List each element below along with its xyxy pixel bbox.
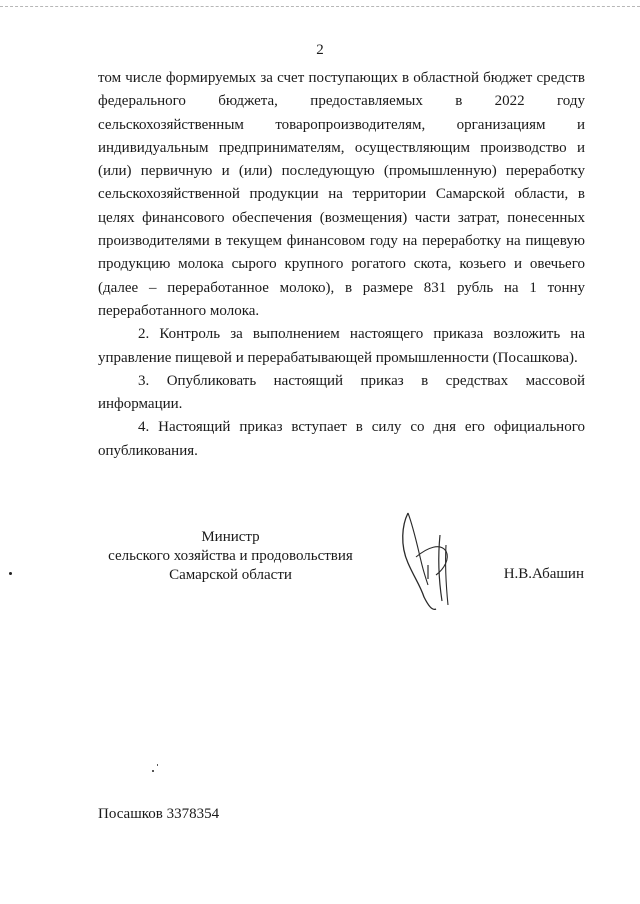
executor-line: Посашков 3378354 [98, 806, 220, 822]
paragraph-1-line: производителями в текущем финансовом году на переработку на пищевую [98, 233, 585, 250]
signatory-name: Н.В.Абашин [503, 566, 584, 582]
document-body [98, 67, 585, 463]
scan-speck [9, 572, 12, 575]
paragraph-1-line: целях финансового обеспечения (возмещения) части затрат, понесенных [98, 209, 585, 226]
signatory-title-line: Самарской области [169, 567, 292, 583]
paragraph-1-line: (или) первичную и (или) последующую (промышленную) переработку [98, 163, 585, 180]
paragraph-3: 3. Опубликовать настоящий приказ в средствах массовой информации. [98, 372, 585, 413]
scan-speck [152, 770, 154, 772]
scan-speck [157, 764, 158, 766]
signatory-title-line: сельского хозяйства и продовольствия [108, 548, 353, 564]
handwritten-signature [388, 505, 468, 615]
paragraph-1-last-line: переработанного молока. [98, 302, 260, 319]
paragraph-4: 4. Настоящий приказ вступает в силу со дня его официального опубликования. [98, 419, 585, 459]
signatory-title-line: Министр [201, 529, 260, 545]
paragraph-1-line: продукцию молока сырого крупного рогатого скота, козьего и овечьего [98, 256, 585, 273]
paragraph-1-line: том числе формируемых за счет поступающих в областной бюджет средств [98, 70, 585, 86]
paragraph-1-line: федерального бюджета, предоставляемых в 2022 году [98, 93, 585, 110]
signatory-title [98, 528, 363, 585]
paragraph-2: 2. Контроль за выполнением настоящего приказа возложить на управление пищевой и перерабатывающей промышленности (Посашкова). [98, 326, 585, 366]
paragraph-1-line: сельскохозяйственным товаропроизводителям, организациям и [98, 116, 585, 133]
paragraph-1-line: индивидуальным предпринимателям, осуществляющим производство и [98, 139, 585, 156]
paragraph-1-line: (далее – переработанное молоко), в размере 831 рубль на 1 тонну [98, 279, 585, 296]
scan-edge-line [0, 6, 640, 7]
paragraph-1-line: сельскохозяйственной продукции на территории Самарской области, в [98, 186, 585, 203]
page-number: 2 [316, 42, 324, 58]
